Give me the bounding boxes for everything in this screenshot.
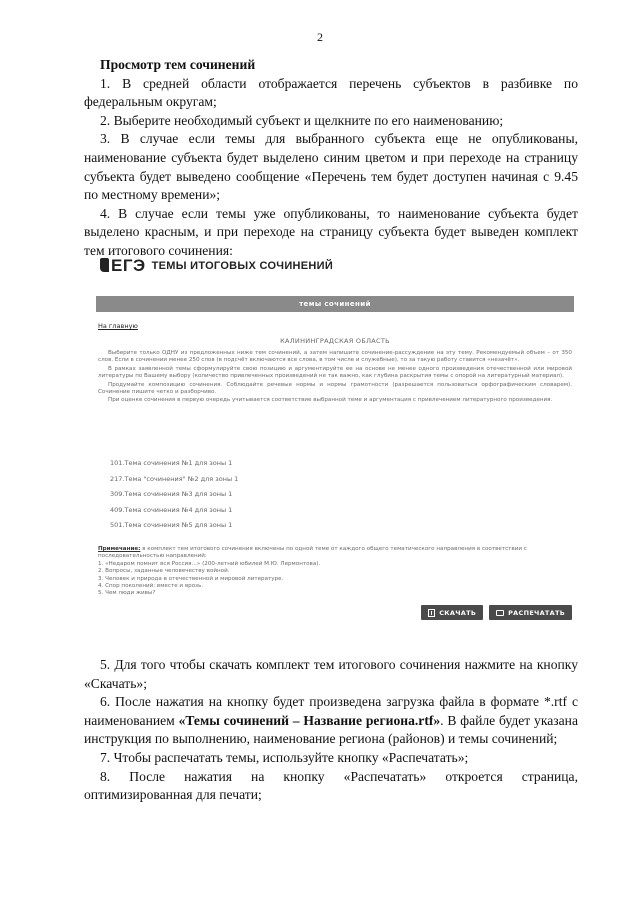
action-buttons	[421, 605, 572, 620]
paragraph-4: 4. В случае если темы уже опубликованы, то наименование субъекта будет выделено красным, и при переходе на страницу субъекта будет выведен комплект тем итогового сочинения:	[84, 205, 578, 258]
paragraph-3: 3. В случае если темы для выбранного субъекта еще не опубликованы, наименование субъекта будет выделено синим цветом и при переходе на страницу субъекта будет выведено сообщение «Перечень тем будет доступен начиная с 9.45 по местному времени»;	[84, 131, 578, 203]
note-item: 3. Человек и природа в отечественной и мировой литературе.	[98, 575, 284, 582]
paragraph-1: 1. В средней области отображается перечень субъектов в разбивке по федеральным округам;	[84, 75, 578, 110]
topic-item: 101.Тема сочинения №1 для зоны 1	[110, 459, 233, 467]
instruction-text: Выберите только ОДНУ из предложенных ниже тем сочинений, а затем напишите сочинение-рассуждение на эту тему. Рекомендуемый объем – от 350 слов. Если в сочинении менее 250 слов (в подсчёт включаются все слова, в том числе и служебные), то за такую работу ставится «незачёт».	[98, 350, 572, 364]
paragraph-2: 2. Выберите необходимый субъект и щелкните по его наименованию;	[100, 112, 504, 128]
region-title: КАЛИНИНГРАДСКАЯ ОБЛАСТЬ	[280, 337, 390, 345]
paragraph-5: 5. Для того чтобы скачать комплект тем итогового сочинения нажмите на кнопку «Скачать»;	[84, 657, 578, 691]
home-link[interactable]: На главную	[98, 322, 138, 330]
paragraph-6: 6. После нажатия на кнопку будет произведена загрузка файла в формате *.rtf с наименованием «Темы сочинений – Название региона.rtf». В файле будет указана инструкция по выполнению, наименование региона (районов) и темы сочинений;	[84, 694, 578, 747]
paragraph-8: 8. После нажатия на кнопку «Распечатать» откроется страница, оптимизированная для печати;	[84, 768, 578, 803]
section-heading: Просмотр тем сочинений	[100, 57, 256, 72]
note	[98, 546, 572, 598]
instruction-text: Продумайте композицию сочинения. Соблюдайте речевые нормы и нормы грамотности (разрешается пользоваться орфографическим словарем). Сочинение пишите четко и разборчиво.	[98, 381, 572, 396]
note-item: 4. Спор поколений: вместе и врозь.	[98, 583, 204, 590]
note-label: Примечание:	[98, 546, 141, 552]
instruction-text: В рамках заявленной темы сформулируйте свою позицию и аргументируйте ее на основе не менее одного произведения отечественной или мировой литературы по Вашему выбору (количество привлеченных произведений не так важно, как глубина раскрытия темы с опорой на литературный материал).	[98, 365, 572, 380]
download-icon	[428, 609, 435, 617]
note-item: 1. «Недаром помнит вся Россия...» (200-летний юбилей М.Ю. Лермонтова).	[98, 560, 321, 567]
print-label: РАСПЕЧАТАТЬ	[508, 608, 565, 617]
flag-icon	[100, 258, 109, 272]
page-number: 2	[317, 30, 323, 44]
embedded-screenshot	[96, 254, 574, 630]
document-body-top	[84, 56, 578, 261]
topic-list	[110, 456, 410, 534]
note-item: 2. Вопросы, заданные человечеству войной.	[98, 568, 230, 575]
site-title: ТЕМЫ ИТОГОВЫХ СОЧИНЕНИЙ	[151, 260, 334, 272]
document-body-bottom	[84, 656, 578, 805]
topic-item: 309.Тема сочинения №3 для зоны 1	[110, 490, 233, 498]
printer-icon	[496, 610, 504, 616]
note-item: 5. Чем люди живы?	[98, 590, 156, 597]
instruction-text: При оценке сочинения в первую очередь учитывается соответствие выбранной теме и аргументация с привлечением литературного произведения.	[108, 397, 553, 404]
page-banner: темы сочинений	[96, 296, 574, 312]
paragraph-7: 7. Чтобы распечатать темы, используйте кнопку «Распечатать»;	[100, 749, 469, 765]
file-name: «Темы сочинений – Название региона.rtf»	[178, 712, 441, 728]
download-button[interactable]	[421, 605, 483, 620]
download-label: СКАЧАТЬ	[439, 608, 477, 617]
print-button[interactable]	[489, 605, 572, 620]
topic-item: 217.Тема "сочинения" №2 для зоны 1	[110, 474, 239, 483]
site-logo	[100, 256, 333, 276]
note-text: в комплект тем итогового сочинения включены по одной теме от каждого общего тематического направления в соответствии с последовательностью направлений:	[98, 546, 527, 560]
topic-item: 501.Тема сочинения №5 для зоны 1	[110, 521, 233, 529]
ege-logo: ЕГЭ	[100, 256, 146, 276]
topic-item: 409.Тема сочинения №4 для зоны 1	[110, 505, 233, 514]
instructions	[98, 350, 572, 406]
